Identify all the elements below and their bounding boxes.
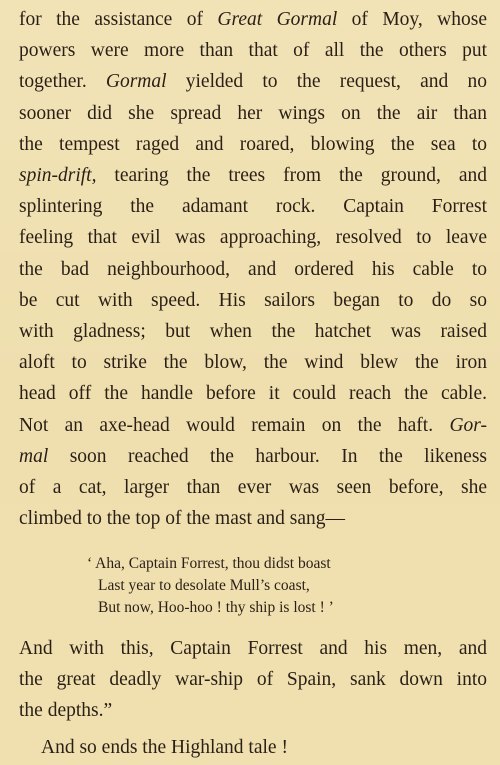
text-line — [19, 285, 487, 316]
text-line — [19, 378, 487, 409]
ending-line: And so ends the Highland tale ! — [41, 737, 288, 758]
text-line — [19, 35, 487, 66]
italic-run: Gormal — [105, 71, 167, 93]
italic-run: Gor- — [449, 414, 487, 436]
verse-line: But now, Hoo-hoo ! thy ship is lost ! ’ — [98, 599, 334, 616]
text-line — [19, 66, 487, 97]
text-line — [19, 472, 487, 503]
text-line — [19, 222, 487, 253]
text-run: of a cat, larger than ever was seen before, she — [19, 477, 487, 499]
text-run: with gladness; but when the hatchet was raised — [19, 321, 487, 343]
text-run: splintering the adamant rock. Captain Forrest — [19, 196, 487, 218]
text-line — [19, 503, 487, 534]
text-line — [19, 410, 487, 441]
text-line — [19, 129, 487, 160]
text-run: soon reached the harbour. In the likeness — [48, 445, 487, 467]
text-run: for the assistance of — [19, 9, 218, 30]
text-line — [19, 191, 487, 222]
text-line — [19, 441, 487, 472]
text-run: powers were more than that of all the others put — [19, 40, 487, 62]
text-run: feeling that evil was approaching, resolved to leave — [19, 227, 487, 249]
text-run: tearing the trees from the ground, and — [96, 165, 487, 187]
text-run: the bad neighbourhood, and ordered his cable to — [19, 258, 487, 280]
text-line — [19, 347, 487, 378]
text-run: together. — [19, 71, 106, 93]
text-run: sooner did she spread her wings on the air than — [19, 102, 487, 124]
text-line — [19, 160, 487, 191]
verse-line: ‘ Aha, Captain Forrest, thou didst boast — [87, 555, 331, 572]
text-run: yielded to the request, and no — [166, 71, 487, 93]
text-run: of Moy, whose — [337, 9, 487, 30]
main-paragraph — [19, 4, 487, 534]
text-run: aloft to strike the blow, the wind blew the iron — [19, 352, 487, 374]
text-line — [19, 254, 487, 285]
text-line: the great deadly war-ship of Spain, sank down into — [19, 669, 487, 691]
closing-paragraph — [19, 633, 487, 727]
verse-block — [87, 553, 334, 619]
text-run: be cut with speed. His sailors began to do so — [19, 289, 487, 311]
text-run: climbed to the top of the mast and sang— — [19, 508, 346, 530]
text-line — [19, 4, 487, 35]
text-run: Not an axe-head would remain on the haft. — [19, 414, 450, 436]
text-line — [19, 316, 487, 347]
italic-run: spin-drift, — [19, 165, 97, 187]
text-line: And with this, Captain Forrest and his men, and — [19, 638, 487, 659]
italic-run: Great Gormal — [217, 9, 338, 30]
text-line — [19, 98, 487, 129]
text-run: the tempest raged and roared, blowing the sea to — [19, 133, 487, 155]
verse-line: Last year to desolate Mull’s coast, — [98, 577, 310, 594]
text-line: the depths.” — [19, 700, 113, 722]
italic-run: mal — [19, 445, 49, 467]
text-run: head off the handle before it could reach the cable. — [19, 383, 487, 405]
